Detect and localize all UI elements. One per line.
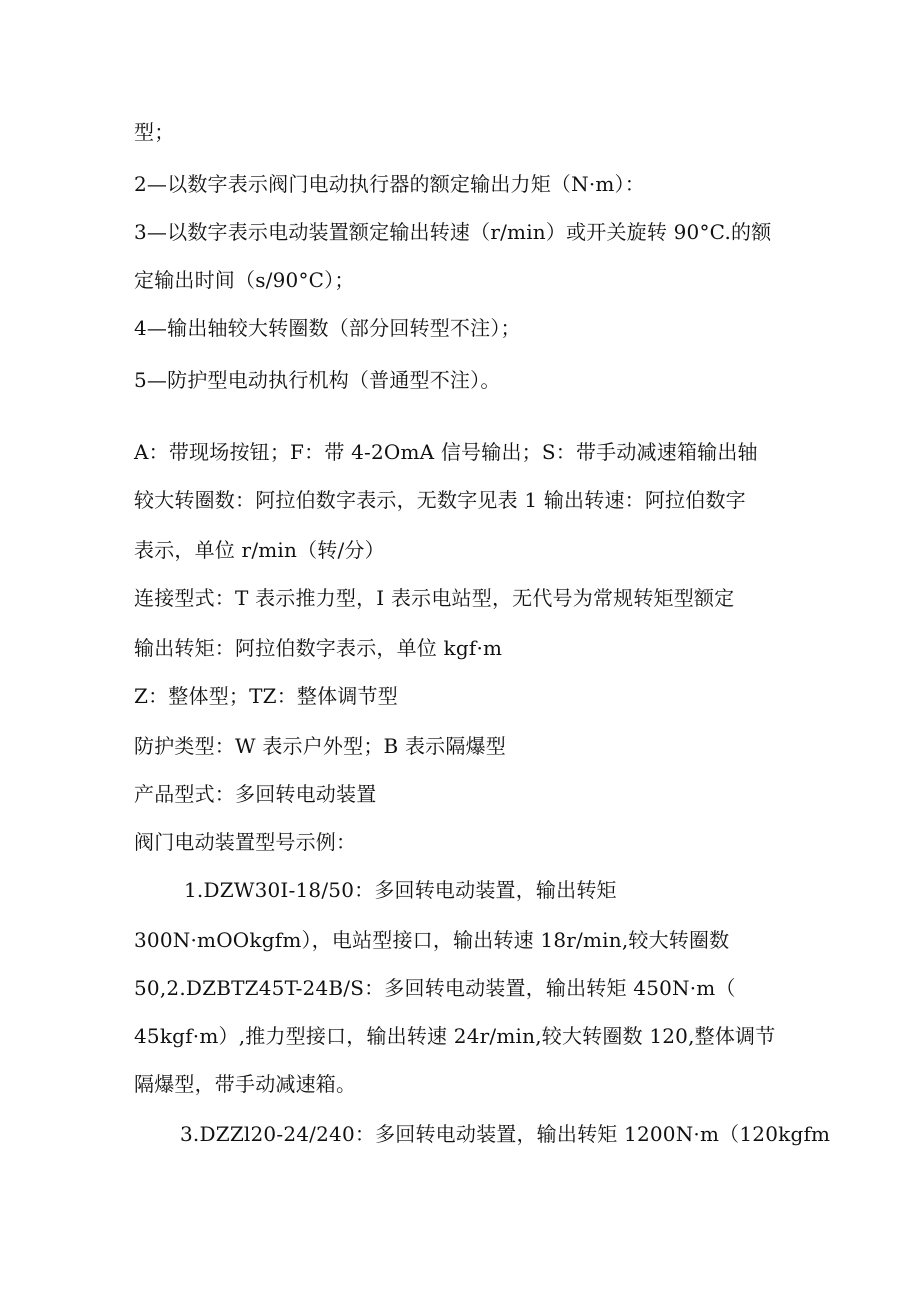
text-line-18: 50,2.DZBTZ45T-24B/S：多回转电动装置，输出转矩 450N·m（ [134, 976, 736, 1000]
text-line-6: 5—防护型电动执行机构（普通型不注）。 [134, 368, 501, 392]
text-line-15: 阀门电动装置型号示例： [134, 830, 357, 854]
text-line-5: 4—输出轴较大转圈数（部分回转型不注）； [134, 316, 521, 340]
text-line-13: 防护类型：W 表示户外型；B 表示隔爆型 [134, 734, 506, 758]
text-line-3: 3—以数字表示电动装置额定输出转速（r/min）或开关旋转 90°C.的额 [134, 220, 772, 244]
text-line-10: 连接型式：T 表示推力型，I 表示电站型，无代号为常规转矩型额定 [134, 586, 735, 610]
text-line-16: 1.DZW30I-18/50：多回转电动装置，输出转矩 [184, 878, 617, 902]
text-line-17: 300N·mOOkgfm），电站型接口，输出转速 18r/min,较大转圈数 [134, 928, 730, 952]
text-line-1: 型； [134, 120, 175, 144]
text-line-21: 3.DZZl20-24/240：多回转电动装置，输出转矩 1200N·m（120kgfm [180, 1122, 831, 1146]
text-line-2: 2—以数字表示阀门电动执行器的额定输出力矩（N·m）： [134, 172, 645, 196]
text-line-8: 较大转圈数：阿拉伯数字表示，无数字见表 1 输出转速：阿拉伯数字 [134, 488, 746, 512]
text-line-7: A：带现场按钮；F：带 4-2OmA 信号输出；S：带手动减速箱输出轴 [134, 440, 758, 464]
text-line-9: 表示，单位 r/min（转/分） [134, 538, 385, 562]
text-line-12: Z：整体型；TZ：整体调节型 [134, 684, 398, 708]
text-line-11: 输出转矩：阿拉伯数字表示，单位 kgf·m [134, 636, 503, 660]
text-line-19: 45kgf·m）,推力型接口，输出转速 24r/min,较大转圈数 120,整体调节 [134, 1024, 776, 1048]
text-line-4: 定输出时间（s/90°C）； [134, 268, 355, 292]
text-line-20: 隔爆型，带手动减速箱。 [134, 1072, 357, 1096]
text-line-14: 产品型式：多回转电动装置 [134, 782, 377, 806]
